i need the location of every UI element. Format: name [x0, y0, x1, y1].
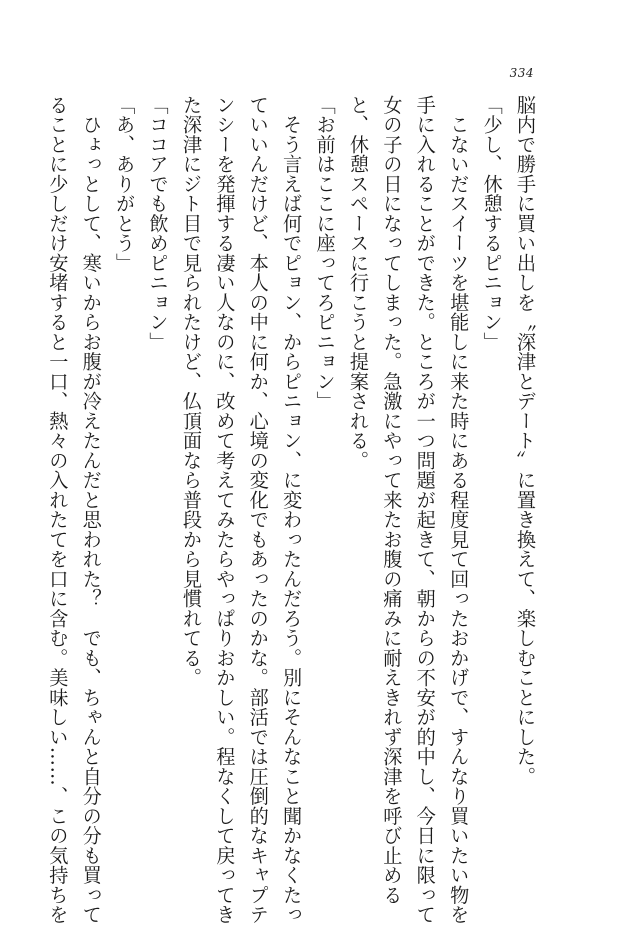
- text-line: こないだスイーツを堪能しに来た時にある程度見て回ったおかげで、すんなり買いたい物を: [447, 95, 471, 925]
- text-line: と、休憩スペースに行こうと提案される。: [346, 95, 370, 471]
- text-line: ることに少しだけ安堵すると一口、熱々の入れたてを口に含む。美味しい……、この気持ちを: [46, 95, 70, 925]
- vertical-body-text: [46, 95, 542, 925]
- text-line: ンシーを発揮する凄い人なのに、改めて考えてみたらやっぱりおかしい。程なくして戻ってき: [213, 95, 237, 925]
- text-line: ていいんだけど、本人の中に何か、心境の変化でもあったのかな。部活では圧倒的なキャプテ: [246, 95, 270, 925]
- text-line: 「お前はここに座ってろピニョン」: [313, 95, 337, 411]
- page-number: 334: [509, 66, 534, 80]
- text-line: 「ココアでも飲めピニョン」: [146, 95, 170, 352]
- text-line: 手に入れることができた。ところが一つ問題が起きて、朝からの不安が的中し、今日に限って: [413, 95, 437, 925]
- text-line: 「少し、休憩するピニョン」: [480, 95, 504, 352]
- text-line: 女の子の日になってしまった。急激にやって来たお腹の痛みに耐えきれず深津を呼び止める: [380, 95, 404, 905]
- text-line: 「あ、ありがとう」: [113, 95, 137, 273]
- text-line: そう言えば何でピョン、からピニョン、に変わったんだろう。別にそんなこと聞かなくたっ: [280, 95, 304, 925]
- text-line: ひょっとして、寒いからお腹が冷えたんだと思われた？ でも、ちゃんと自分の分も買って: [79, 95, 103, 925]
- text-line: た深津にジト目で見られたけど、仏頂面なら普段から見慣れてる。: [179, 95, 203, 688]
- text-line: 脳内で勝手に買い出しを〝深津とデート〟に置き換えて、楽しむことにした。: [514, 95, 537, 787]
